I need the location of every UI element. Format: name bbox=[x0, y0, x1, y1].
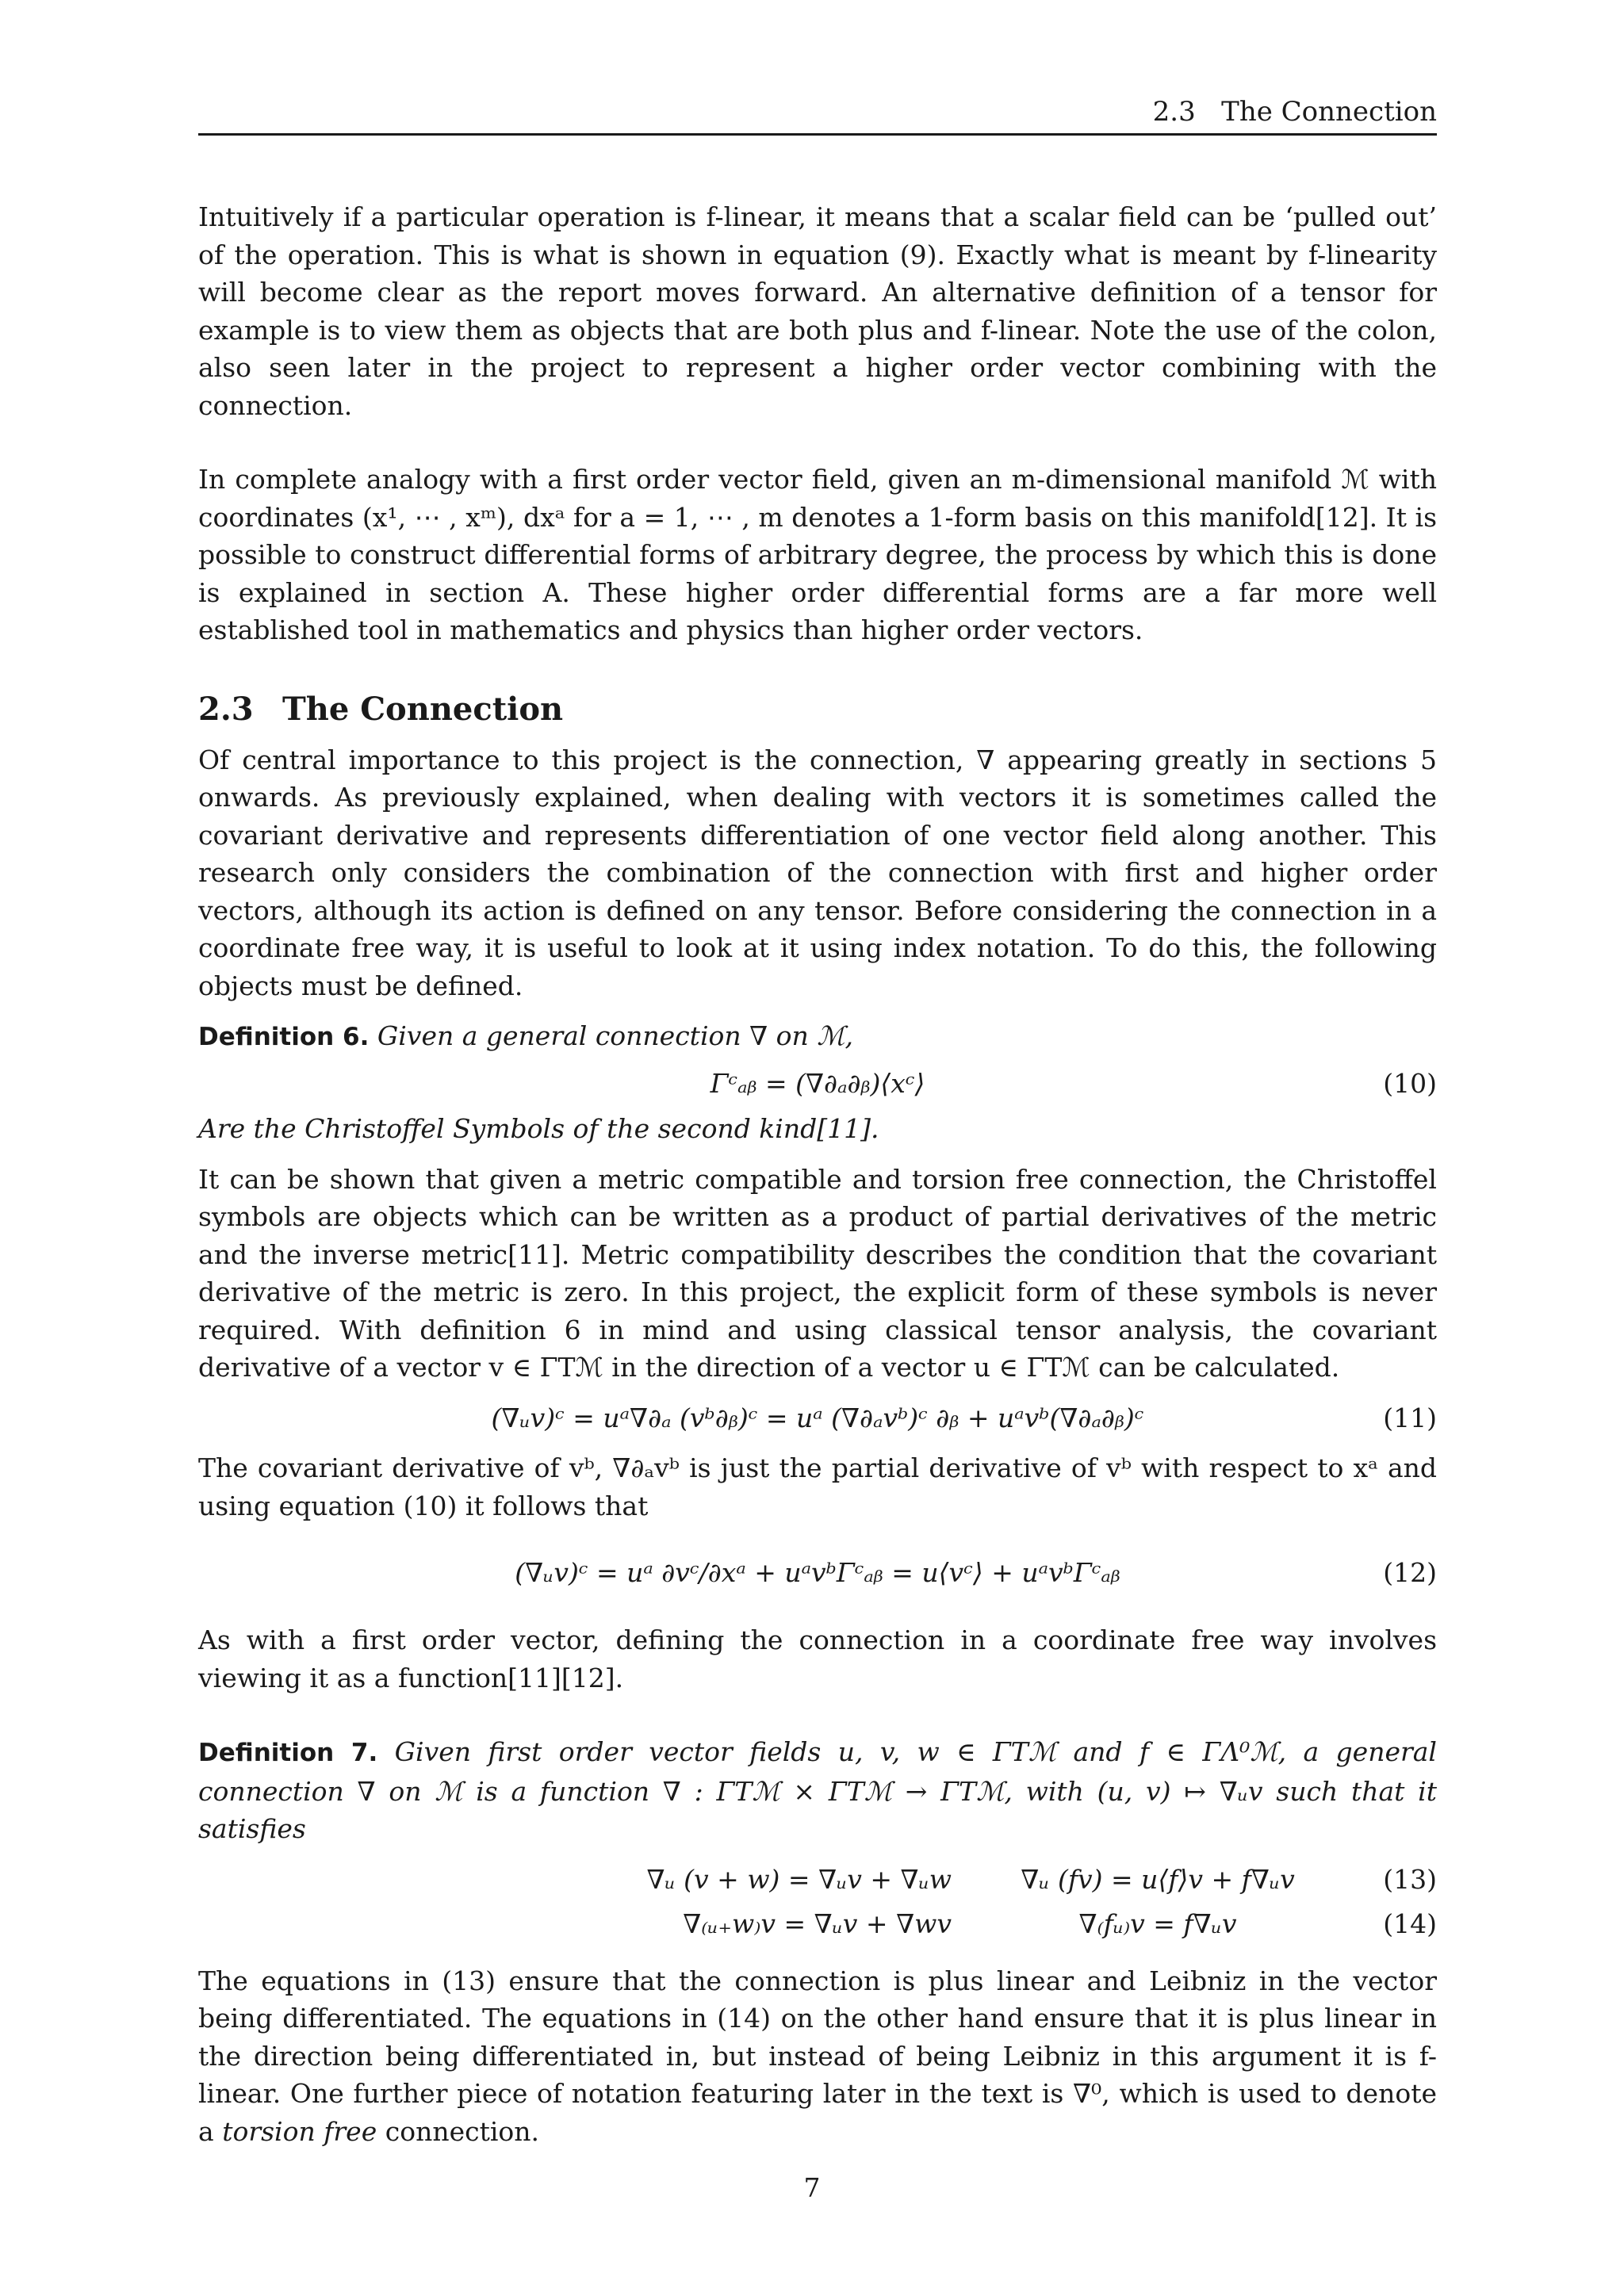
page-number: 7 bbox=[803, 2172, 821, 2203]
equation-14-tag: (14) bbox=[1383, 1908, 1437, 1939]
equation-13-left: ∇ᵤ (v + w) = ∇ᵤv + ∇ᵤw bbox=[646, 1863, 952, 1895]
running-header-section-title: The Connection bbox=[1221, 96, 1437, 128]
equation-12-expression: (∇ᵤv)ᶜ = uᵃ ∂vᶜ/∂xᵃ + uᵃvᵇΓᶜₐᵦ = u⟨vᶜ⟩ + uᵃvᵇΓᶜₐᵦ bbox=[515, 1557, 1120, 1588]
equation-11-expression: (∇ᵤv)ᶜ = uᵃ∇∂ₐ (vᵇ∂ᵦ)ᶜ = uᵃ (∇∂ₐvᵇ)ᶜ ∂ᵦ + uᵃvᵇ(∇∂ₐ∂ᵦ)ᶜ bbox=[491, 1402, 1144, 1433]
paragraph-covariant-derivative: The covariant derivative of vᵇ, ∇∂ₐvᵇ is just the partial derivative of vᵇ with respect to xᵃ and using equation (10) it follows that bbox=[198, 1452, 1437, 1521]
definition-7 bbox=[198, 1733, 1437, 1848]
definition-7-label: Definition 7. bbox=[198, 1739, 378, 1767]
equation-11 bbox=[198, 1399, 1437, 1437]
section-heading bbox=[198, 686, 1437, 733]
equation-13-right: ∇ᵤ (fv) = u⟨f⟩v + f∇ᵤv bbox=[1021, 1863, 1295, 1895]
equation-14 bbox=[198, 1905, 1437, 1950]
definition-7-text: Given first order vector fields u, v, w ∈ ΓTℳ and f ∈ ΓΛ⁰ℳ, a general connection ∇ on ℳ is a function ∇ : ΓTℳ × ΓTℳ → ΓTℳ, with (u, v) ↦ ∇ᵤv such that it satisfies bbox=[198, 1736, 1437, 1844]
section-number: 2.3 bbox=[198, 690, 254, 728]
section-title: The Connection bbox=[282, 690, 564, 728]
header-rule bbox=[198, 133, 1437, 136]
equation-10 bbox=[198, 1065, 1437, 1103]
paragraph-connection-properties bbox=[198, 1962, 1437, 2151]
equation-14-right: ∇₍fᵤ₎v = f∇ᵤv bbox=[1078, 1908, 1237, 1939]
definition-6 bbox=[198, 1017, 1437, 1057]
paragraph-connection-intro: Of central importance to this project is the connection, ∇ appearing greatly in sections 5 onwards. As previously explained, when dealing with vectors it is sometimes called the covariant derivative and represents differentiation of one vector field along another. This research only considers the combination of the connection with first and higher order vectors, although its action is defined on any tensor. Before considering the connection in a coordinate free way, it is useful to look at it using index notation. To do this, the following objects must be defined. bbox=[198, 744, 1437, 1001]
equation-11-tag: (11) bbox=[1383, 1402, 1437, 1433]
paragraph-differential-forms: In complete analogy with a first order vector field, given an m-dimensional manifold ℳ with coordinates (x¹, ⋯ , xᵐ), dxᵃ for a = 1, ⋯ , m denotes a 1-form basis on this manifold[12]. It is possible to construct differential forms of arbitrary degree, the process by which this is done is explained in section A. These higher order differential forms are a far more well established tool in mathematics and physics than higher order vectors. bbox=[198, 464, 1437, 645]
definition-6-text: Given a general connection ∇ on ℳ, bbox=[377, 1020, 854, 1051]
paragraph-christoffel: It can be shown that given a metric compatible and torsion free connection, the Christoffel symbols are objects which can be written as a product of partial derivatives of the metric and the inverse metric[11]. Metric compatibility describes the condition that the covariant derivative of the metric is zero. In this project, the explicit form of these symbols is never required. With definition 6 in mind and using classical tensor analysis, the covariant derivative of a vector v ∈ ΓTℳ in the direction of a vector u ∈ ΓTℳ can be calculated. bbox=[198, 1163, 1437, 1383]
definition-6-conclusion: Are the Christoffel Symbols of the second kind[11]. bbox=[198, 1113, 879, 1144]
equation-12 bbox=[198, 1537, 1437, 1609]
equation-13 bbox=[198, 1861, 1437, 1905]
paragraph-connection-properties-main: The equations in (13) ensure that the connection is plus linear and Leibniz in the vector being differentiated. The equations in (14) on the other hand ensure that it is plus linear in the direction being differentiated in, but instead of being Leibniz in this argument it is f-linear. One further piece of notation featuring later in the text is ∇⁰, which is used to denote a bbox=[198, 1965, 1437, 2147]
paragraph-flinear: Intuitively if a particular operation is f-linear, it means that a scalar field can be ‘pulled out’ of the operation. This is what is shown in equation (9). Exactly what is meant by f-linearity will become clear as the report moves forward. An alternative definition of a tensor for example is to view them as objects that are both plus and f-linear. Note the use of the colon, also seen later in the project to represent a higher order vector combining with the connection. bbox=[198, 201, 1437, 421]
equation-10-expression: Γᶜₐᵦ = (∇∂ₐ∂ᵦ)⟨xᶜ⟩ bbox=[710, 1067, 925, 1099]
equation-14-left: ∇₍ᵤ₊w₎v = ∇ᵤv + ∇wv bbox=[683, 1908, 952, 1939]
running-header bbox=[198, 94, 1437, 130]
running-header-section-number: 2.3 bbox=[1152, 96, 1196, 128]
definition-6-label: Definition 6. bbox=[198, 1023, 370, 1051]
equation-13-tag: (13) bbox=[1383, 1863, 1437, 1895]
paragraph-connection-properties-end: connection. bbox=[385, 2115, 540, 2147]
page-body bbox=[198, 198, 1437, 2150]
paragraph-coordinate-free: As with a first order vector, defining the connection in a coordinate free way involves viewing it as a function[11][12]. bbox=[198, 1624, 1437, 1693]
equation-10-tag: (10) bbox=[1383, 1067, 1437, 1099]
torsion-free-emphasis: torsion free bbox=[222, 2115, 377, 2147]
equation-12-tag: (12) bbox=[1383, 1557, 1437, 1588]
